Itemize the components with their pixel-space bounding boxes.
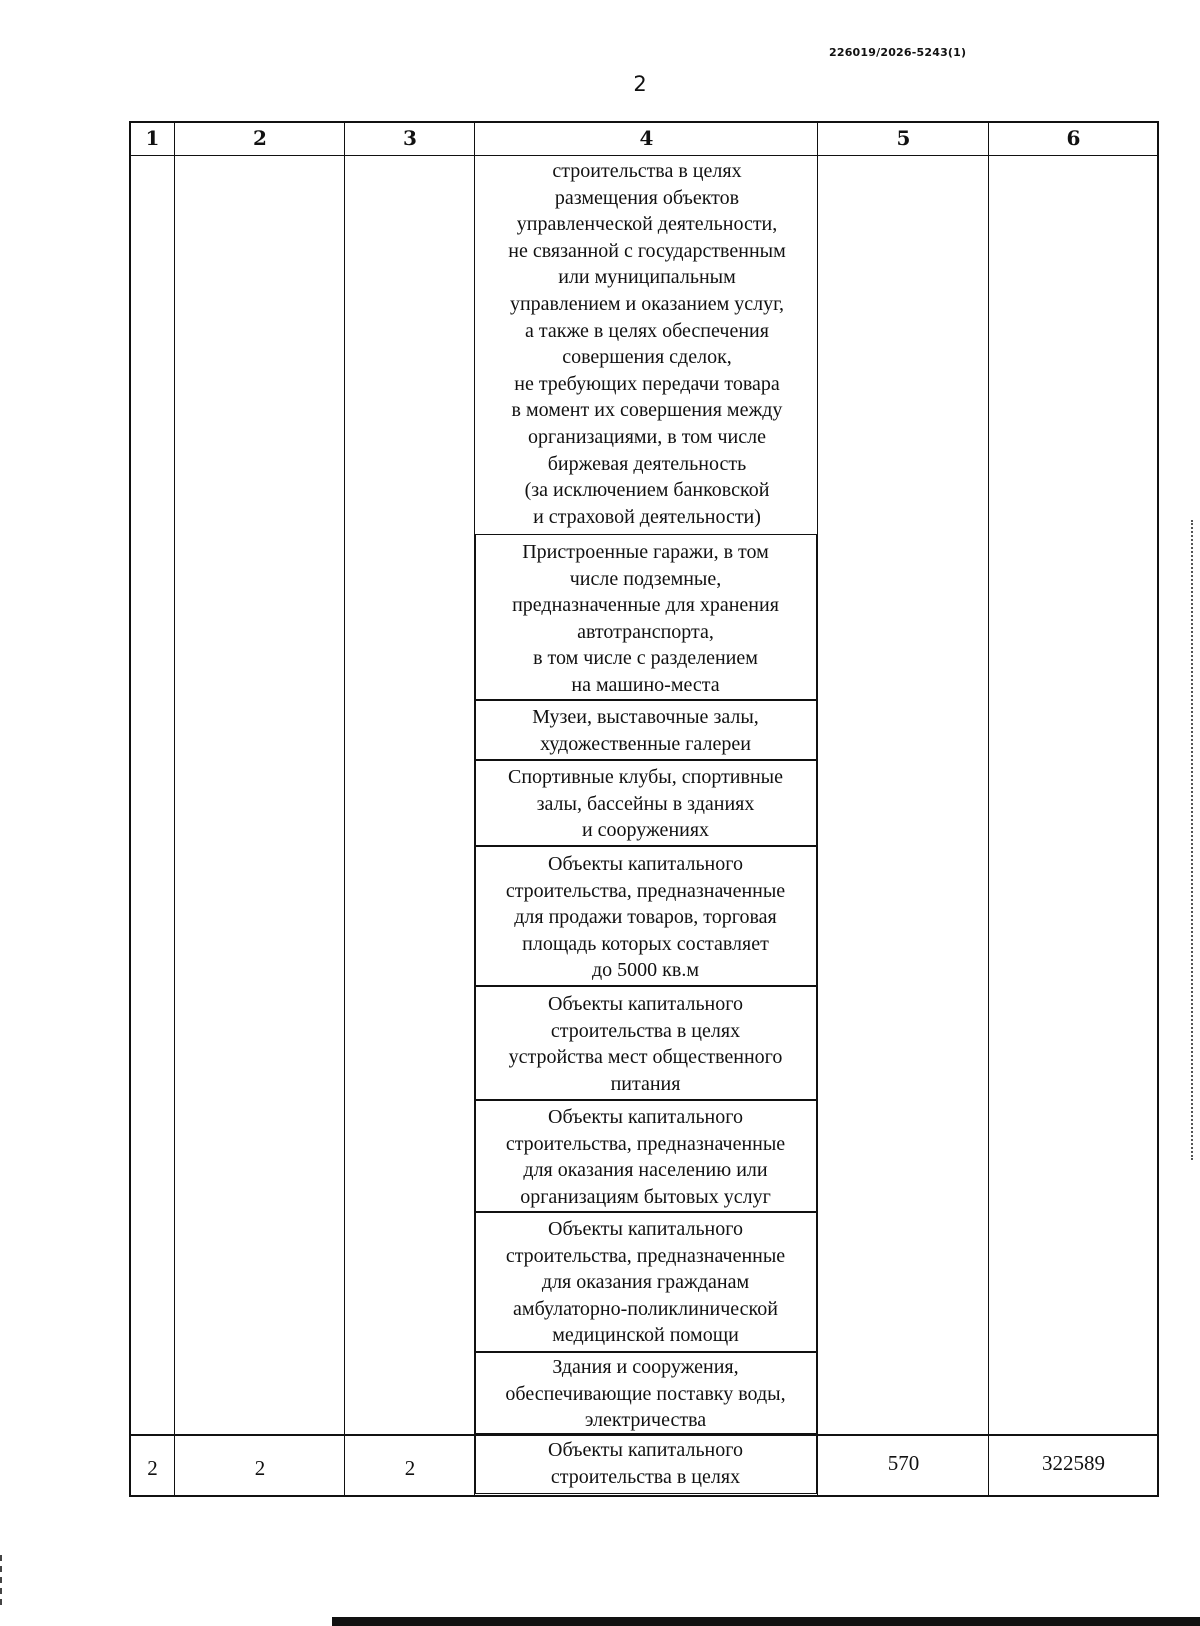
text-line: строительства, предназначенные xyxy=(505,879,786,902)
text-line: Объекты капитального xyxy=(548,1106,743,1128)
header-col-3: 3 xyxy=(403,126,417,150)
text-line: для оказания населению или xyxy=(523,1159,768,1182)
col-divider-1 xyxy=(174,121,175,1497)
text-line: а также в целях обеспечения xyxy=(525,319,769,342)
use-box-museums xyxy=(475,700,817,760)
text-line: для продажи товаров, торговая xyxy=(514,906,777,929)
text-line: до 5000 кв.м xyxy=(592,959,699,982)
text-line: амбулаторно-поликлинической xyxy=(513,1297,778,1320)
text-line: биржевая деятельность xyxy=(547,452,747,475)
scan-bottom-edge xyxy=(332,1617,1200,1626)
text-line: не связанной с государственным xyxy=(508,239,786,262)
text-line: площадь которых составляет xyxy=(522,932,769,955)
text-line: предназначенные для хранения xyxy=(512,594,779,617)
text-line: питания xyxy=(610,1072,681,1095)
row2-col-5: 570 xyxy=(887,1451,920,1475)
text-line: строительства в целях xyxy=(550,1465,741,1488)
text-line: Объекты капитального xyxy=(548,1439,743,1461)
page-number: 2 xyxy=(633,72,647,96)
header-col-5: 5 xyxy=(896,126,911,150)
text-line: Музеи, выставочные залы, xyxy=(532,706,759,728)
text-line: автотранспорта, xyxy=(577,620,714,643)
use-box-garages xyxy=(475,534,817,700)
text-line: электричества xyxy=(584,1409,707,1432)
text-line: залы, бассейны в зданиях xyxy=(536,792,755,815)
row2-col-6: 322589 xyxy=(1042,1451,1105,1475)
text-line: обеспечивающие поставку воды, xyxy=(505,1382,786,1405)
row2-col-2: 2 xyxy=(254,1456,266,1480)
text-line: в том числе с разделением xyxy=(533,647,758,670)
use-box-utilities xyxy=(475,1352,817,1434)
text-line: и страховой деятельности) xyxy=(533,505,761,528)
row2-use-box xyxy=(475,1434,817,1494)
text-line: управлением и оказанием услуг, xyxy=(509,292,785,315)
text-line: организациями, в том числе xyxy=(528,425,766,448)
header-col-4: 4 xyxy=(639,126,654,150)
text-line: для оказания гражданам xyxy=(541,1271,750,1294)
header-col-1: 1 xyxy=(145,126,160,150)
text-line: Объекты капитального xyxy=(548,993,743,1015)
text-line: медицинской помощи xyxy=(552,1324,739,1347)
continued-use-text xyxy=(476,158,818,530)
text-line: совершения сделок, xyxy=(562,346,732,369)
row2-col-3: 2 xyxy=(404,1456,416,1480)
text-line: размещения объектов xyxy=(554,186,740,209)
text-line: управленческой деятельности, xyxy=(516,213,778,236)
use-box-catering xyxy=(475,986,817,1100)
use-box-clinics xyxy=(475,1212,817,1352)
scan-edge-mark xyxy=(1191,520,1193,1160)
text-line: и сооружениях xyxy=(581,819,710,842)
text-line: в момент их совершения между xyxy=(511,399,783,422)
use-box-retail xyxy=(475,846,817,986)
text-line: Объекты капитального xyxy=(548,853,743,875)
text-line: Спортивные клубы, спортивные xyxy=(508,766,783,788)
text-line: художественные галереи xyxy=(540,732,751,755)
text-line: или муниципальным xyxy=(558,266,736,289)
use-box-consumer-services xyxy=(475,1100,817,1212)
row2-col-1: 2 xyxy=(147,1456,158,1480)
col-divider-5 xyxy=(988,121,989,1497)
text-line: устройства мест общественного xyxy=(508,1046,783,1069)
header-col-6: 6 xyxy=(1066,126,1081,150)
header-col-2: 2 xyxy=(253,126,267,150)
text-line: строительства в целях xyxy=(552,160,742,182)
text-line: числе подземные, xyxy=(569,567,722,590)
use-box-sports xyxy=(475,760,817,846)
text-line: строительства, предназначенные xyxy=(505,1244,786,1267)
text-line: не требующих передачи товара xyxy=(514,372,780,395)
text-line: организациям бытовых услуг xyxy=(520,1185,771,1208)
text-line: Объекты капитального xyxy=(548,1218,743,1240)
document-id: 226019/2026-5243(1) xyxy=(829,46,967,59)
text-line: (за исключением банковской xyxy=(524,479,770,502)
text-line: Пристроенные гаражи, в том xyxy=(522,541,769,563)
scan-left-mark xyxy=(0,1555,6,1605)
col-divider-2 xyxy=(344,121,345,1497)
text-line: строительства в целях xyxy=(550,1019,741,1042)
text-line: Здания и сооружения, xyxy=(552,1356,739,1378)
text-line: строительства, предназначенные xyxy=(505,1132,786,1155)
text-line: на машино-места xyxy=(571,673,720,696)
header-divider xyxy=(129,155,1159,156)
